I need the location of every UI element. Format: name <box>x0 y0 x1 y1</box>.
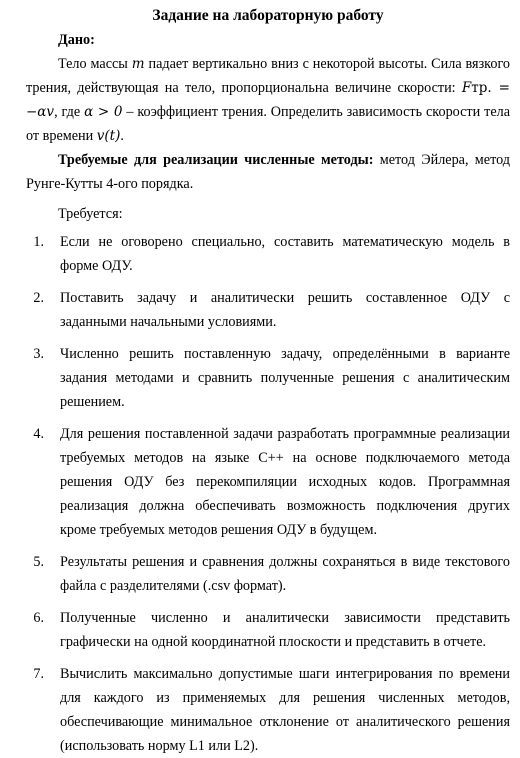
force-symbol: F <box>461 80 472 96</box>
force-equation: = −αv <box>26 80 510 120</box>
given-text-2: падает вертикально вниз с некоторой высоты. Сила вязкого трения, действующая на тело, пропорциональна величине скорости: <box>26 56 511 96</box>
given-paragraph <box>26 52 510 148</box>
list-item <box>26 286 510 334</box>
list-item-number: 4 . <box>33 422 46 446</box>
list-item-number: 2 . <box>33 286 46 310</box>
list-item-text: Для решения поставленной задачи разработать программные реализации требуемых методов на языке C++ на основе подключаемого метода решения ОДУ без перекомпиляции исходных кодов. Программная реализация должна обеспечивать возможность подключения других кроме требуемых методов решения ОДУ в будущем. <box>60 426 510 538</box>
alpha-condition: α > 0 <box>84 104 123 120</box>
task-list <box>26 230 510 758</box>
methods-paragraph <box>26 148 510 196</box>
list-item-number: 1 . <box>33 230 46 254</box>
list-item-number: 6 . <box>33 606 46 630</box>
velocity-function: v(t) <box>96 128 121 144</box>
list-item <box>26 606 510 654</box>
list-item-number: 5 . <box>33 550 46 574</box>
required-heading: Требуется: <box>58 206 123 222</box>
list-item-text: Результаты решения и сравнения должны сохраняться в виде текстового файла с разделителями (.csv формат). <box>60 554 510 594</box>
given-text-1: Тело массы <box>58 56 132 72</box>
given-heading: Дано: <box>58 32 95 48</box>
list-item <box>26 342 510 414</box>
list-item <box>26 230 510 278</box>
mass-variable: m <box>131 56 145 72</box>
given-text-3: , где <box>54 104 85 120</box>
list-item-text: Численно решить поставленную задачу, определёнными в варианте задания методами и сравнить полученные решения с аналитическим решением. <box>60 346 510 410</box>
list-item-text: Вычислить максимально допустимые шаги интегрирования по времени для каждого из применяемых для решения численных методов, обеспечивающие минимальное отклонение от аналитического решения (использовать норму L1 или L2). <box>60 666 510 754</box>
list-item <box>26 550 510 598</box>
list-item-text: Поставить задачу и аналитически решить составленное ОДУ с заданными начальными условиями. <box>60 290 510 330</box>
list-item-number: 3 . <box>33 342 46 366</box>
given-text-4: – коэффициент трения. Определить зависимость скорости тела от времени <box>26 104 510 144</box>
document-title: Задание на лабораторную работу <box>152 7 384 24</box>
list-item-text: Если не оговорено специально, составить математическую модель в форме ОДУ. <box>60 234 510 274</box>
methods-text: метод Эйлера, метод Рунге-Кутты 4-ого порядка. <box>26 152 511 192</box>
list-item <box>26 422 510 542</box>
methods-label: Требуемые для реализации численные методы: <box>58 152 374 168</box>
given-text-5: . <box>120 128 124 144</box>
list-item-text: Полученные численно и аналитически зависимости представить графически на одной координатной плоскости и представить в отчете. <box>60 610 510 650</box>
list-item-number: 7 . <box>33 662 46 686</box>
force-subscript: тр. <box>471 80 492 96</box>
list-item <box>26 662 510 758</box>
